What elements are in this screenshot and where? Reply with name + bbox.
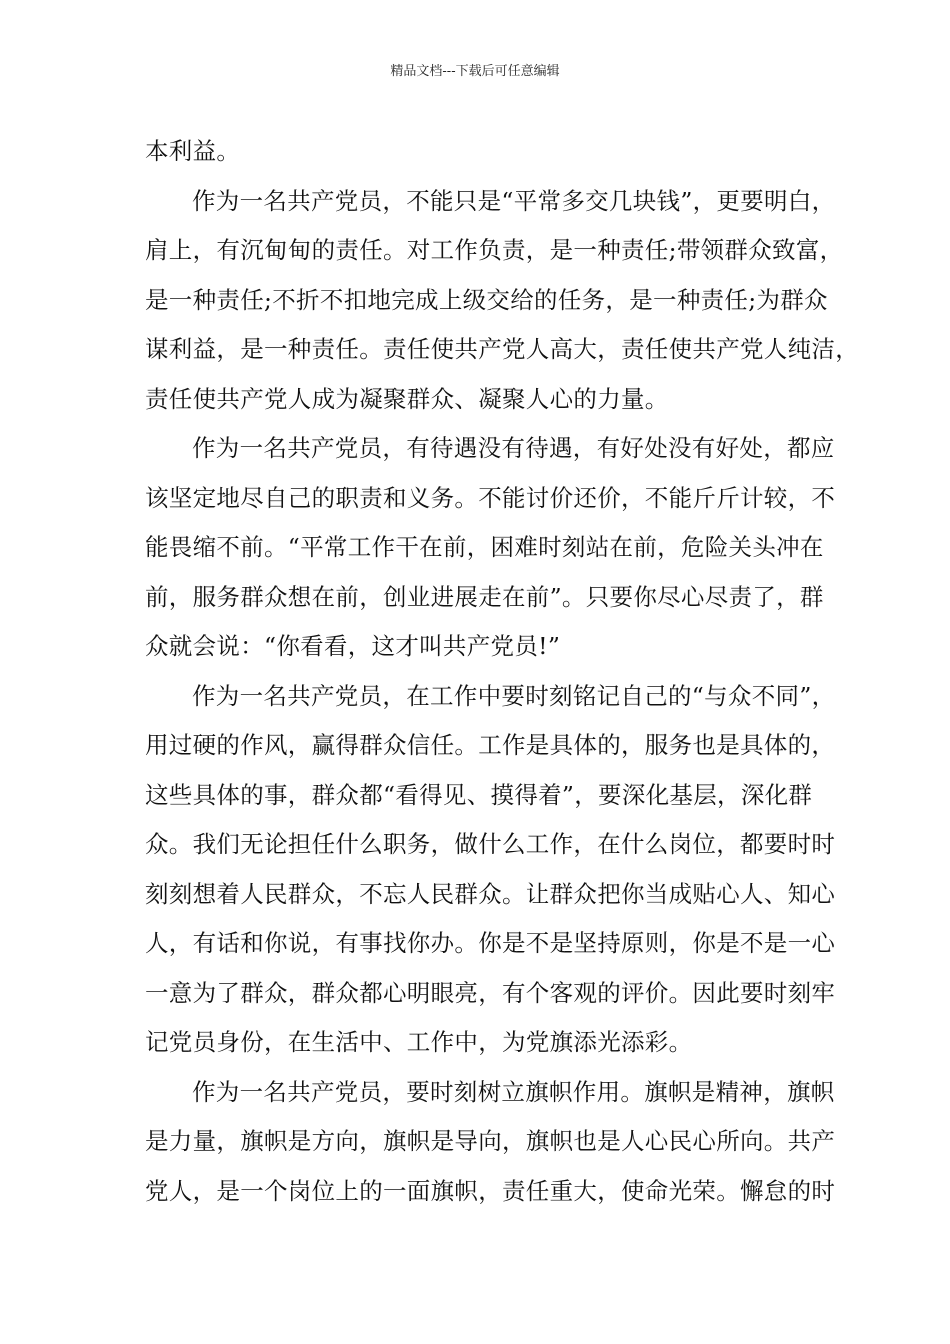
body-text <box>145 134 859 1223</box>
text-line: 肩上，有沉甸甸的责任。对工作负责，是一种责任;带领群众致富， <box>145 236 844 264</box>
text-line: 作为一名共产党员，有待遇没有待遇，有好处没有好处，都应 <box>192 434 835 462</box>
text-line: 刻刻想着人民群众，不忘人民群众。让群众把你当成贴心人、知心 <box>145 879 836 908</box>
page-header: 精品文档---下载后可任意编辑 <box>390 64 560 79</box>
text-line: 人，有话和你说，有事找你办。你是不是坚持原则，你是不是一心 <box>145 929 836 957</box>
text-line: 一意为了群众，群众都心明眼亮，有个客观的评价。因此要时刻牢 <box>145 978 836 1007</box>
text-line: 作为一名共产党员，在工作中要时刻铭记自己的“与众不同”， <box>192 681 836 710</box>
text-line: 作为一名共产党员，要时刻树立旗帜作用。旗帜是精神，旗帜 <box>192 1077 835 1106</box>
text-line: 本利益。 <box>145 137 241 165</box>
text-line: 这些具体的事，群众都“看得见、摸得着”，要深化基层，深化群 <box>145 780 813 809</box>
text-line: 作为一名共产党员，不能只是“平常多交几块钱”，更要明白， <box>192 186 836 215</box>
text-line: 记党员身份，在生活中、工作中，为党旗添光添彩。 <box>145 1028 693 1056</box>
text-line: 众。我们无论担任什么职务，做什么工作，在什么岗位，都要时时 <box>145 830 836 858</box>
text-line: 党人，是一个岗位上的一面旗帜，责任重大，使命光荣。懈怠的时 <box>145 1176 836 1205</box>
text-line: 众就会说：“你看看，这才叫共产党员!” <box>145 632 561 660</box>
text-line: 谋利益，是一种责任。责任使共产党人高大，责任使共产党人纯洁， <box>145 335 859 363</box>
text-line: 责任使共产党人成为凝聚群众、凝聚人心的力量。 <box>145 384 669 413</box>
text-line: 是一种责任;不折不扣地完成上级交给的任务，是一种责任;为群众 <box>145 285 828 314</box>
text-line: 能畏缩不前。“平常工作干在前，困难时刻站在前，危险关头冲在 <box>145 533 824 561</box>
text-line: 前，服务群众想在前，创业进展走在前”。只要你尽心尽责了，群 <box>145 582 824 611</box>
text-line: 是力量，旗帜是方向，旗帜是导向，旗帜也是人心民心所向。共产 <box>145 1127 836 1155</box>
text-line: 该坚定地尽自己的职责和义务。不能讨价还价，不能斤斤计较，不 <box>145 483 836 512</box>
text-line: 用过硬的作风，赢得群众信任。工作是具体的，服务也是具体的， <box>145 731 836 759</box>
